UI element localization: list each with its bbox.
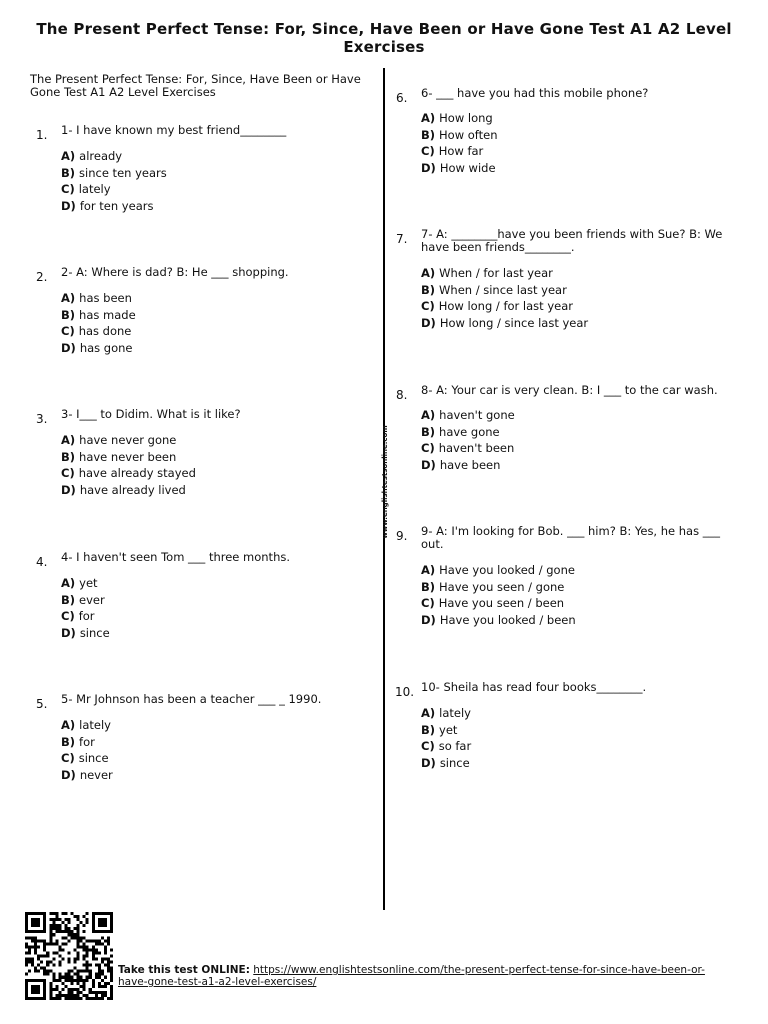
test-online-link[interactable]: https://www.englishtestsonline.com/the-present-perfect-tense-for-since-have-been-or-have-gone-test-a1-a2-level-exercises/ bbox=[118, 964, 705, 988]
question-9 bbox=[396, 525, 741, 635]
footer bbox=[118, 964, 718, 988]
answer-option-a[interactable]: A) haven't gone bbox=[421, 408, 515, 422]
answer-option-b[interactable]: B) have never been bbox=[61, 449, 177, 464]
answer-option-c[interactable]: C) lately bbox=[61, 182, 111, 196]
answer-option-c[interactable]: C) so far bbox=[421, 739, 472, 753]
question-1 bbox=[36, 124, 381, 219]
question-text: 2- A: Where is dad? B: He ___ shopping. bbox=[61, 265, 289, 279]
answer-option-b[interactable]: B) How often bbox=[421, 127, 498, 142]
question-number: 9. bbox=[396, 529, 408, 543]
answer-option-c[interactable]: C) has done bbox=[61, 324, 132, 338]
answer-option-a[interactable]: A) has been bbox=[61, 291, 132, 305]
page-title: The Present Perfect Tense: For, Since, Have Been or Have Gone Test A1 A2 Level Exercises bbox=[36, 20, 732, 56]
question-6 bbox=[396, 87, 741, 182]
question-number: 7. bbox=[396, 232, 408, 246]
answer-option-a[interactable]: A) yet bbox=[61, 576, 98, 590]
question-number: 4. bbox=[36, 555, 48, 569]
answer-option-a[interactable]: A) have never gone bbox=[61, 433, 177, 447]
answer-option-d[interactable]: D) has gone bbox=[61, 340, 133, 355]
answer-option-c[interactable]: C) haven't been bbox=[421, 441, 515, 455]
answer-option-d[interactable]: D) have already lived bbox=[61, 482, 186, 497]
side-watermark-url: www.englishtestsonline.com bbox=[381, 425, 389, 539]
question-text: 6- ___ have you had this mobile phone? bbox=[421, 86, 649, 100]
answer-option-b[interactable]: B) has made bbox=[61, 307, 136, 322]
answer-option-b[interactable]: B) have gone bbox=[421, 424, 500, 439]
answer-option-c[interactable]: C) for bbox=[61, 609, 95, 623]
answer-option-b[interactable]: B) When / since last year bbox=[421, 282, 567, 297]
question-4 bbox=[36, 551, 381, 646]
answer-option-d[interactable]: D) How long / since last year bbox=[421, 315, 589, 330]
qr-code-icon[interactable] bbox=[25, 912, 113, 1000]
question-text: 10- Sheila has read four books________. bbox=[421, 680, 647, 694]
question-number: 6. bbox=[396, 91, 408, 105]
question-2 bbox=[36, 266, 381, 361]
answer-option-c[interactable]: C) How far bbox=[421, 144, 484, 158]
question-10 bbox=[396, 681, 741, 776]
answer-option-a[interactable]: A) When / for last year bbox=[421, 266, 553, 280]
answer-option-d[interactable]: D) for ten years bbox=[61, 198, 154, 213]
question-text: 3- I___ to Didim. What is it like? bbox=[61, 407, 241, 421]
question-number: 5. bbox=[36, 697, 48, 711]
footer-label: Take this test ONLINE: bbox=[118, 964, 250, 976]
question-text: 9- A: I'm looking for Bob. ___ him? B: Yes, he has ___ out. bbox=[421, 524, 720, 551]
question-text: 5- Mr Johnson has been a teacher ___ _ 1990. bbox=[61, 692, 322, 706]
answer-option-d[interactable]: D) since bbox=[421, 755, 470, 770]
question-7 bbox=[396, 228, 741, 338]
answer-option-c[interactable]: C) Have you seen / been bbox=[421, 596, 565, 610]
answer-option-c[interactable]: C) How long / for last year bbox=[421, 299, 573, 313]
question-3 bbox=[36, 408, 381, 503]
answer-option-d[interactable]: D) Have you looked / been bbox=[421, 612, 576, 627]
answer-option-b[interactable]: B) since ten years bbox=[61, 165, 167, 180]
answer-option-b[interactable]: B) for bbox=[61, 734, 95, 749]
question-5 bbox=[36, 693, 381, 788]
question-text: 1- I have known my best friend________ bbox=[61, 123, 287, 137]
question-text: 8- A: Your car is very clean. B: I ___ to the car wash. bbox=[421, 383, 718, 397]
answer-option-a[interactable]: A) Have you looked / gone bbox=[421, 563, 575, 577]
answer-option-a[interactable]: A) lately bbox=[61, 718, 111, 732]
question-number: 2. bbox=[36, 270, 48, 284]
answer-option-d[interactable]: D) have been bbox=[421, 457, 501, 472]
answer-option-d[interactable]: D) How wide bbox=[421, 160, 496, 175]
question-8 bbox=[396, 384, 741, 479]
question-number: 3. bbox=[36, 412, 48, 426]
answer-option-b[interactable]: B) Have you seen / gone bbox=[421, 579, 565, 594]
answer-option-a[interactable]: A) lately bbox=[421, 706, 471, 720]
answer-option-b[interactable]: B) ever bbox=[61, 592, 105, 607]
answer-option-b[interactable]: B) yet bbox=[421, 722, 458, 737]
answer-option-c[interactable]: C) have already stayed bbox=[61, 466, 196, 480]
answer-option-d[interactable]: D) never bbox=[61, 767, 113, 782]
question-text: 4- I haven't seen Tom ___ three months. bbox=[61, 550, 291, 564]
question-number: 8. bbox=[396, 388, 408, 402]
question-number: 1. bbox=[36, 128, 48, 142]
column-header: The Present Perfect Tense: For, Since, Have Been or Have Gone Test A1 A2 Level Exercises bbox=[30, 72, 361, 99]
answer-option-c[interactable]: C) since bbox=[61, 751, 109, 765]
answer-option-a[interactable]: A) already bbox=[61, 149, 123, 163]
question-number: 10. bbox=[395, 685, 415, 699]
answer-option-a[interactable]: A) How long bbox=[421, 111, 493, 125]
answer-option-d[interactable]: D) since bbox=[61, 625, 110, 640]
question-text: 7- A: ________have you been friends with Sue? B: We have been friends________. bbox=[421, 227, 723, 254]
